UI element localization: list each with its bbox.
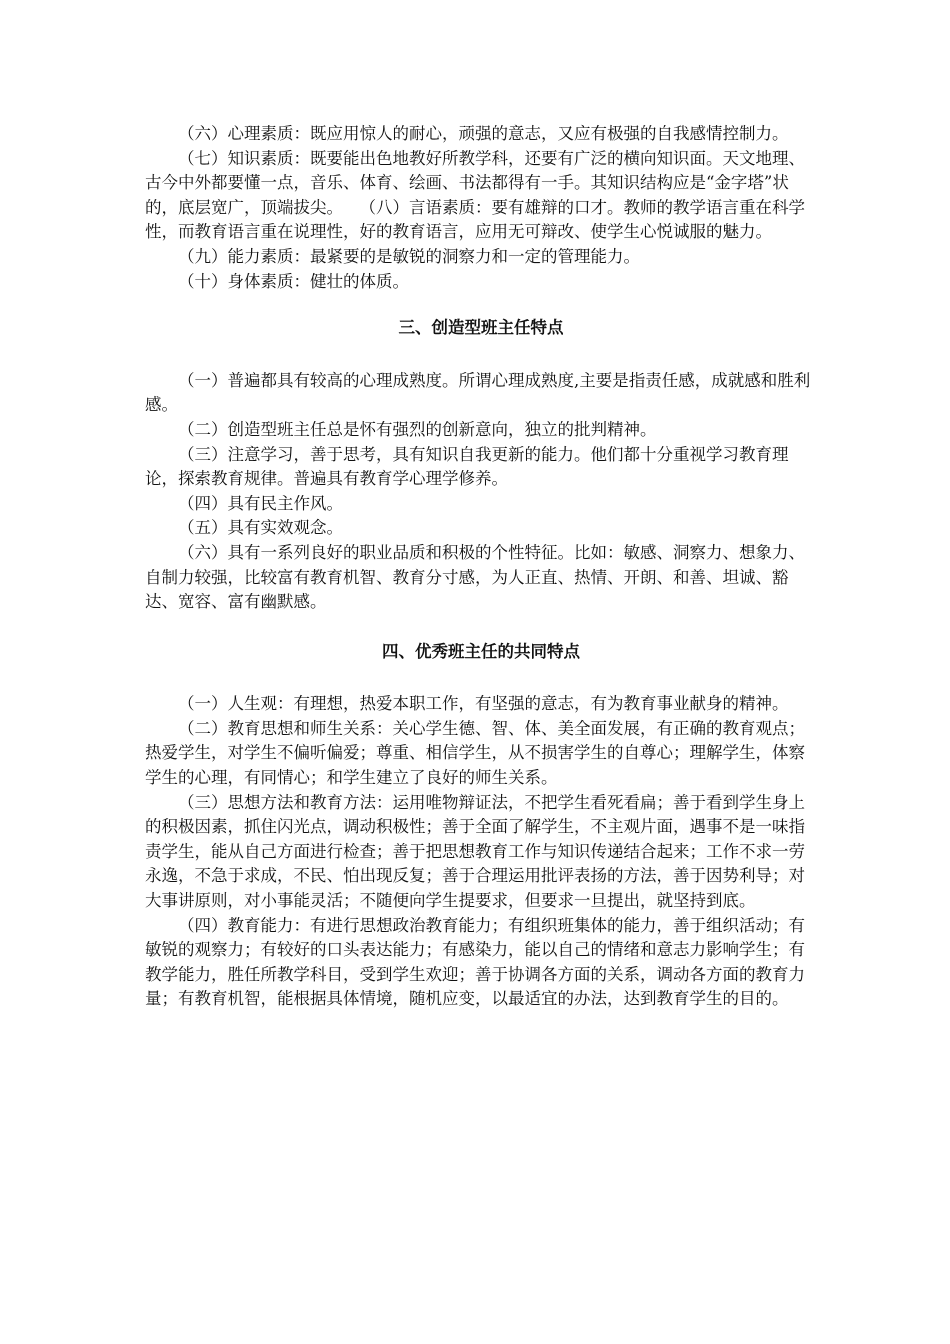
- paragraph-excellent-4: （四）教育能力：有进行思想政治教育能力；有组织班集体的能力，善于组织活动；有敏锐的观察力；有较好的口头表达能力；有感染力，能以自己的情绪和意志力影响学生；有教学能力，胜任所教学科目，受到学生欢迎；善于协调各方面的关系，调动各方面的教育力量；有教育机智，能根据具体情境，随机应变，以最适宜的办法，达到教育学生的目的。: [145, 915, 805, 1009]
- paragraph-creative-5: （五）具有实效观念。: [178, 518, 343, 538]
- paragraph-excellent-2: （二）教育思想和师生关系：关心学生德、智、体、美全面发展，有正确的教育观点；热爱学生，对学生不偏听偏爱；尊重、相信学生，从不损害学生的自尊心；理解学生，体察学生的心理，有同情心；和学生建立了良好的师生关系。: [145, 718, 805, 788]
- paragraph-creative-6: （六）具有一系列良好的职业品质和积极的个性特征。比如：敏感、洞察力、想象力、自制力较强，比较富有教育机智、教育分寸感，为人正直、热情、开朗、和善、坦诚、豁达、宽容、富有幽默感。: [145, 542, 805, 612]
- paragraph-creative-1: （一）普遍都具有较高的心理成熟度。所谓心理成熟度,主要是指责任感，成就感和胜利感。: [145, 370, 811, 415]
- document-page: [145, 122, 817, 1012]
- paragraph-physical-quality: （十）身体素质：健壮的体质。: [178, 271, 409, 291]
- paragraph-creative-2: （二）创造型班主任总是怀有强烈的创新意向，独立的批判精神。: [178, 419, 657, 439]
- paragraph-knowledge-quality: （七）知识素质：既要能出色地教好所教学科，还要有广泛的横向知识面。天文地理、古今中外都要懂一点，音乐、体育、绘画、书法都得有一手。其知识结构应是“金字塔”状的，底层宽广，顶端拔尖。 （八）言语素质：要有雄辩的口才。教师的教学语言重在科学性，而教育语言重在说理性，好的教育语言，应用无可辩改、使学生心悦诚服的魅力。: [145, 148, 805, 242]
- paragraph-excellent-1: （一）人生观：有理想，热爱本职工作，有坚强的意志，有为教育事业献身的精神。: [178, 694, 789, 714]
- paragraph-creative-3: （三）注意学习，善于思考，具有知识自我更新的能力。他们都十分重视学习教育理论，探索教育规律。普遍具有教育学心理学修养。: [145, 444, 789, 489]
- paragraph-psychological-quality: （六）心理素质：既应用惊人的耐心，顽强的意志，又应有极强的自我感情控制力。: [178, 124, 789, 143]
- section-heading-creative-teacher: 三、创造型班主任特点: [398, 318, 564, 338]
- paragraph-excellent-3: （三）思想方法和教育方法：运用唯物辩证法，不把学生看死看扁；善于看到学生身上的积极因素，抓住闪光点，调动积极性；善于全面了解学生，不主观片面，遇事不是一味指责学生，能从自己方面进行检查；善于把思想教育工作与知识传递结合起来；工作不求一劳永逸，不急于求成，不民、怕出现反复；善于合理运用批评表扬的方法，善于因势利导；对大事讲原则，对小事能灵活；不随便向学生提要求，但要求一旦提出，就坚持到底。: [145, 792, 805, 911]
- section-heading-excellent-teacher: 四、优秀班主任的共同特点: [382, 641, 580, 661]
- paragraph-ability-quality: （九）能力素质：最紧要的是敏锐的洞察力和一定的管理能力。: [178, 246, 640, 266]
- paragraph-creative-4: （四）具有民主作风。: [178, 493, 343, 513]
